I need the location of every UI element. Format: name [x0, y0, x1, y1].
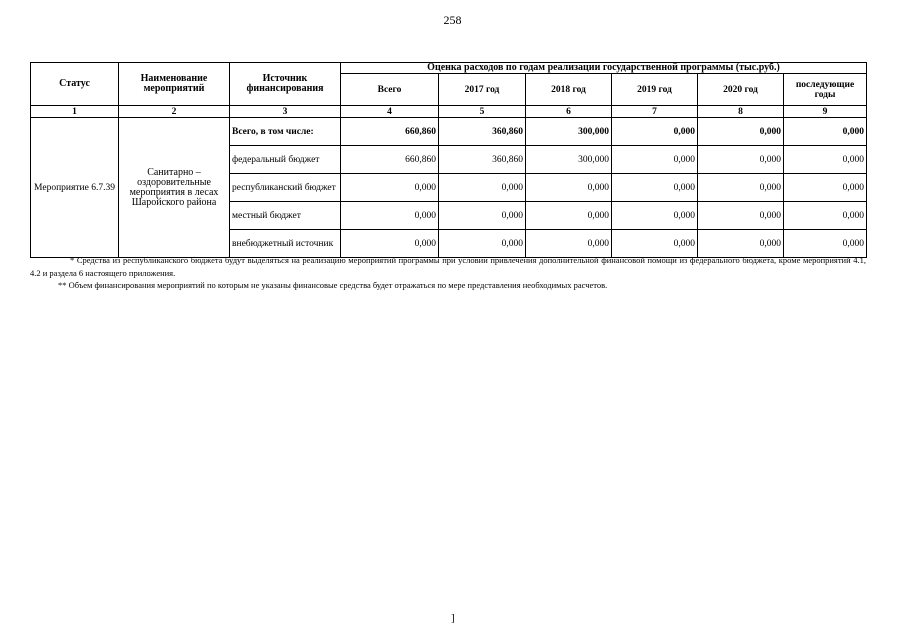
value-cell: 300,000: [526, 146, 612, 174]
value-cell: 0,000: [341, 230, 439, 258]
source-cell: республиканский бюджет: [230, 174, 341, 202]
footnote-financing-volume: ** Объем финансирования мероприятий по которым не указаны финансовые средства будет отражаться по мере представления необходимых расчетов.: [58, 280, 608, 290]
column-number: 4: [341, 106, 439, 118]
value-cell: 0,000: [612, 146, 698, 174]
column-number: 3: [230, 106, 341, 118]
column-number: 1: [31, 106, 119, 118]
value-cell: 0,000: [439, 230, 526, 258]
table-row: [31, 118, 867, 146]
value-cell: 0,000: [784, 230, 867, 258]
value-cell: 0,000: [698, 146, 784, 174]
column-number: 8: [698, 106, 784, 118]
header-source: Источник финансирования: [230, 63, 341, 106]
value-cell: 0,000: [612, 202, 698, 230]
header-year-2017: 2017 год: [439, 74, 526, 106]
value-cell: 0,000: [612, 118, 698, 146]
value-cell: 0,000: [439, 202, 526, 230]
value-cell: 0,000: [698, 118, 784, 146]
value-cell: 0,000: [784, 146, 867, 174]
value-cell: 660,860: [341, 146, 439, 174]
footnotes: [30, 254, 866, 292]
column-number-row: [31, 106, 867, 118]
value-cell: 0,000: [526, 174, 612, 202]
value-cell: 0,000: [698, 202, 784, 230]
column-number: 6: [526, 106, 612, 118]
source-cell: местный бюджет: [230, 202, 341, 230]
header-measure: Наименование мероприятий: [119, 63, 230, 106]
column-number: 5: [439, 106, 526, 118]
value-cell: 0,000: [612, 174, 698, 202]
value-cell: 0,000: [784, 118, 867, 146]
column-number: 2: [119, 106, 230, 118]
status-cell: Мероприятие 6.7.39: [31, 118, 119, 258]
value-cell: 0,000: [784, 202, 867, 230]
page-number: 258: [443, 13, 462, 27]
bottom-mark: ]: [451, 612, 455, 624]
header-year-2019: 2019 год: [612, 74, 698, 106]
value-cell: 0,000: [698, 230, 784, 258]
source-cell: Всего, в том числе:: [230, 118, 341, 146]
column-number: 9: [784, 106, 867, 118]
column-number: 7: [612, 106, 698, 118]
value-cell: 0,000: [698, 174, 784, 202]
value-cell: 0,000: [341, 174, 439, 202]
value-cell: 0,000: [439, 174, 526, 202]
value-cell: 0,000: [526, 230, 612, 258]
value-cell: 0,000: [784, 174, 867, 202]
budget-table: [30, 62, 867, 258]
source-cell: внебюджетный источник: [230, 230, 341, 258]
value-cell: 360,860: [439, 118, 526, 146]
header-status: Статус: [31, 63, 119, 106]
header-year-2020: 2020 год: [698, 74, 784, 106]
value-cell: 0,000: [341, 202, 439, 230]
header-expense-group: Оценка расходов по годам реализации государственной программы (тыс.руб.): [341, 63, 867, 74]
measure-name-cell: Санитарно – оздоровительные мероприятия в лесах Шаройского района: [119, 118, 230, 258]
footnote-republican-budget: * Средства из республиканского бюджета будут выделяться на реализацию мероприятий программы при условии привлечения дополнительной финансовой помощи из федерального бюджета, кроме мероприятий 4.1, 4.2 и раздела 6 настоящего приложения.: [30, 255, 866, 278]
value-cell: 0,000: [526, 202, 612, 230]
value-cell: 660,860: [341, 118, 439, 146]
header-year-2018: 2018 год: [526, 74, 612, 106]
value-cell: 300,000: [526, 118, 612, 146]
value-cell: 0,000: [612, 230, 698, 258]
header-year-later: последующие годы: [784, 74, 867, 106]
source-cell: федеральный бюджет: [230, 146, 341, 174]
header-year-total: Всего: [341, 74, 439, 106]
value-cell: 360,860: [439, 146, 526, 174]
